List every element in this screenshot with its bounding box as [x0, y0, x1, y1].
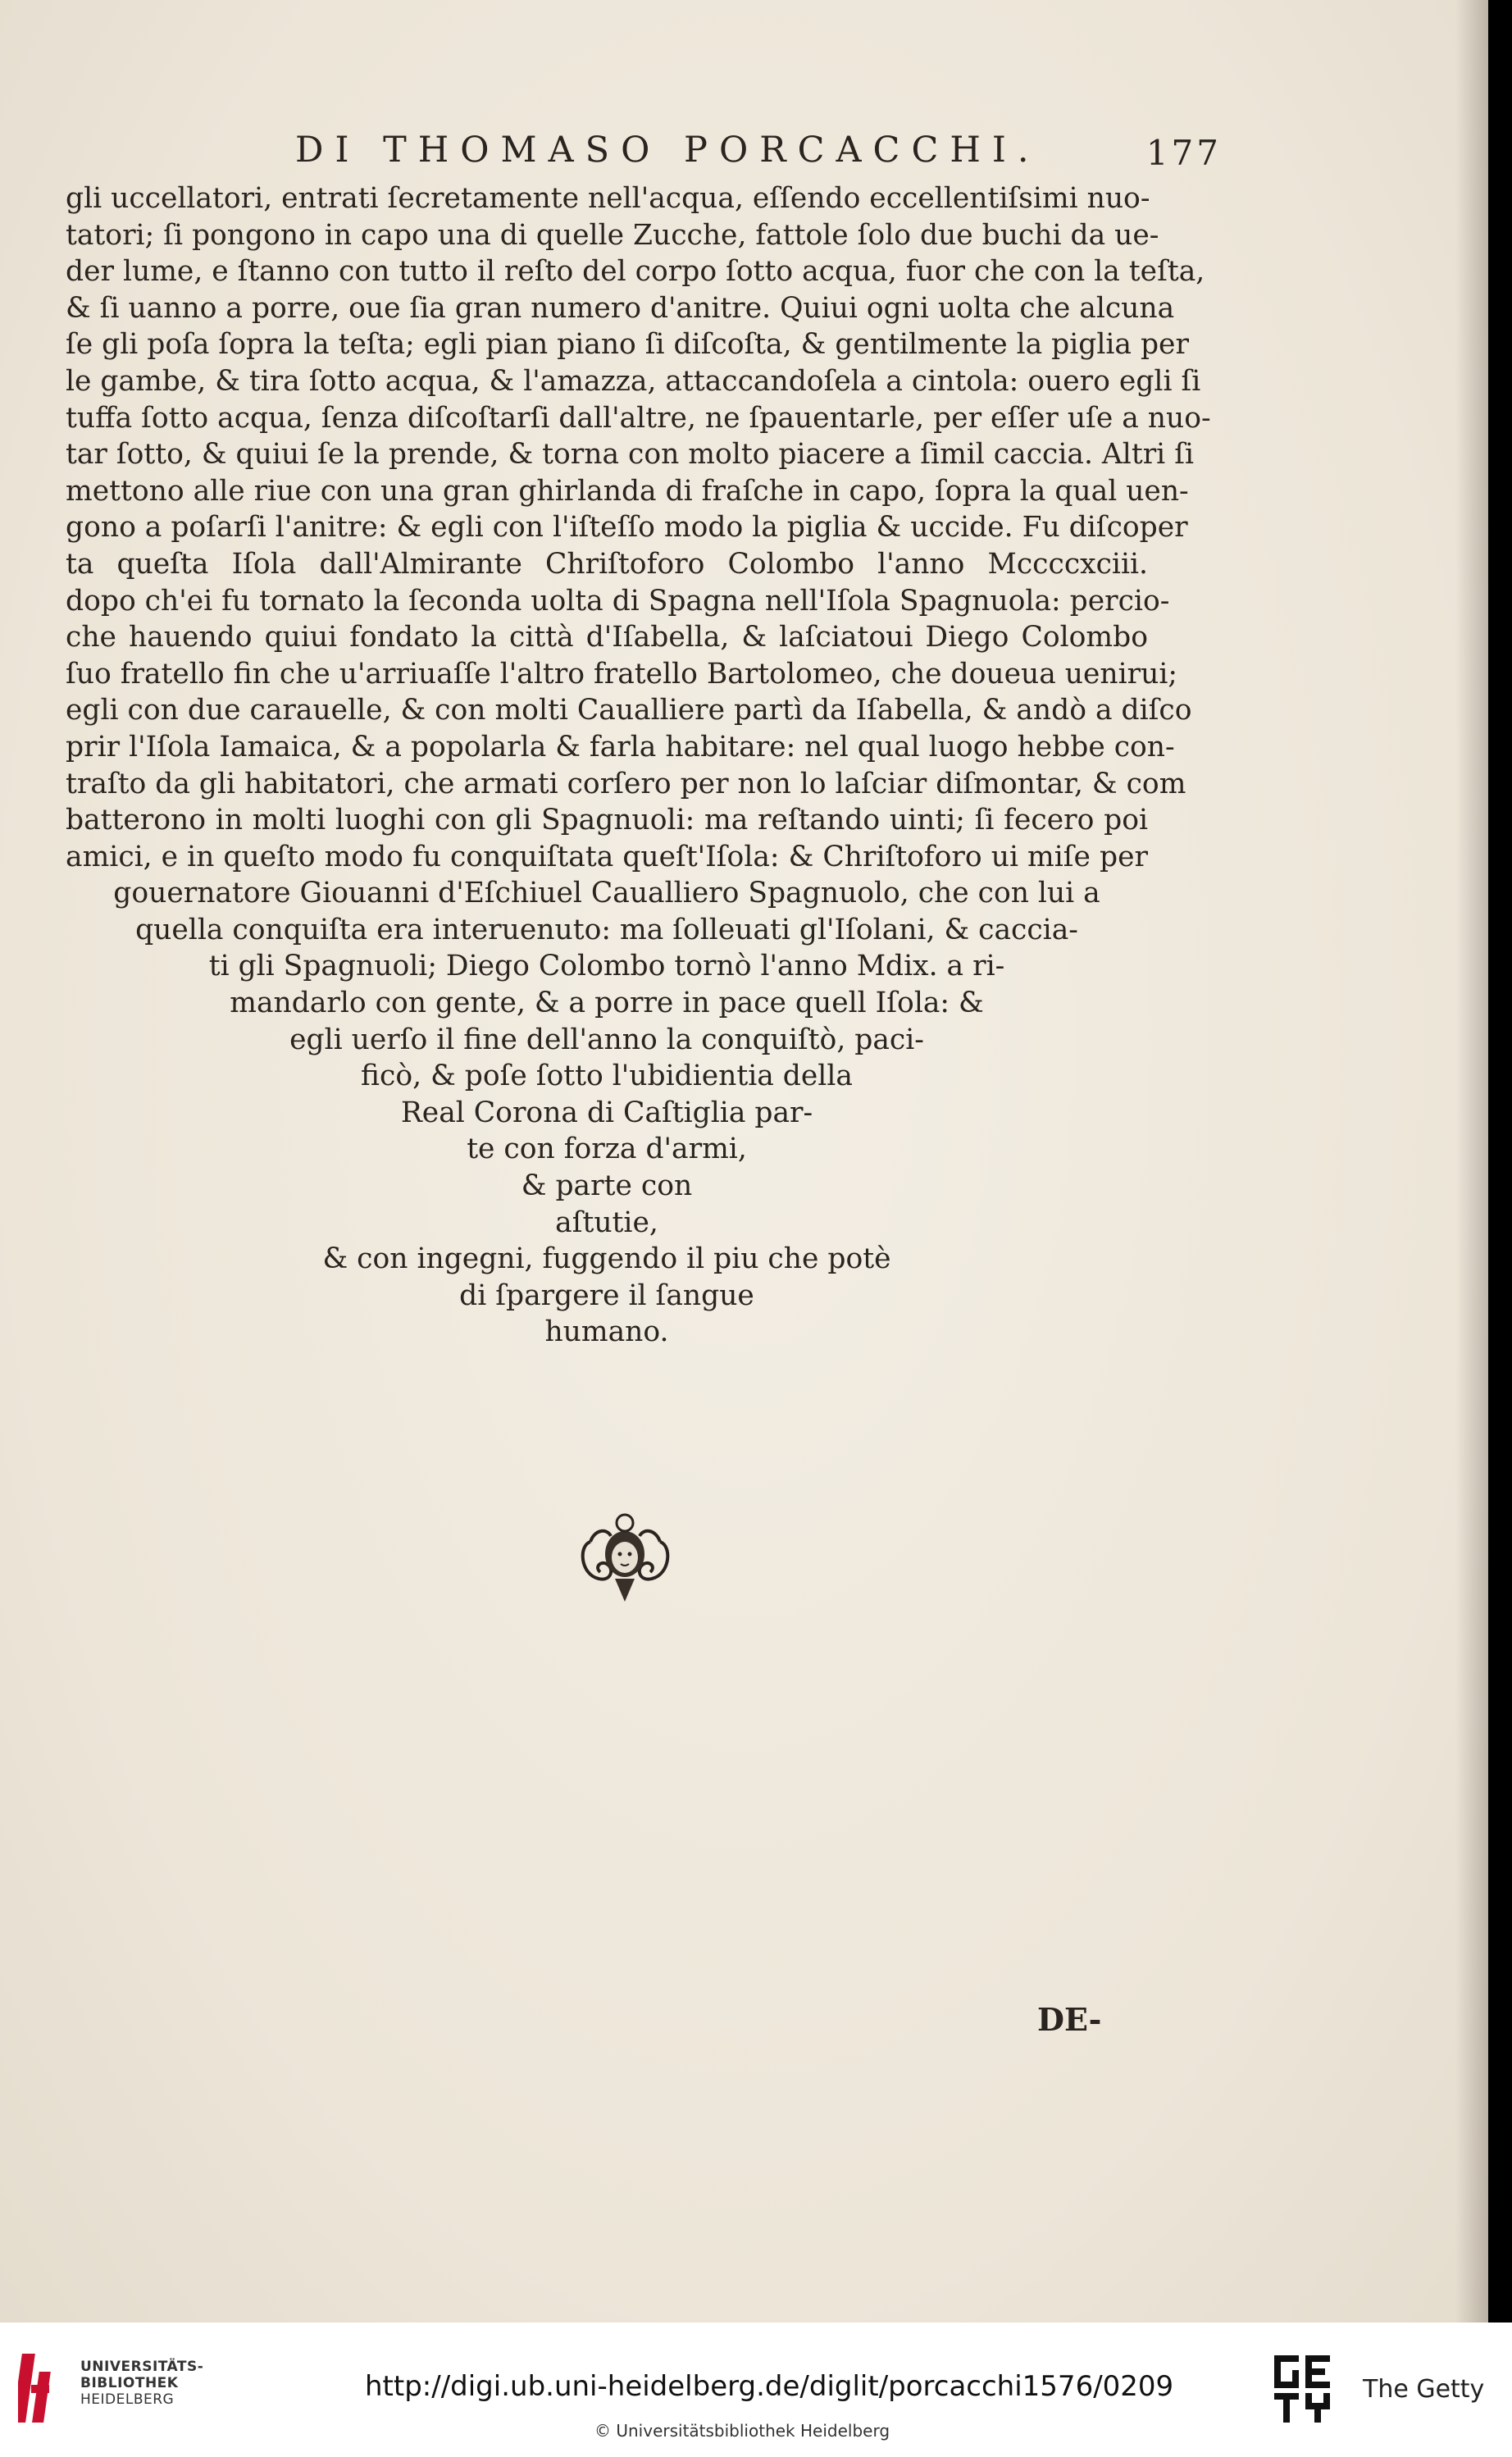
text-line: gouernatore Giouanni d'Eſchiuel Caualliero Spagnuolo, che con lui a — [113, 877, 1100, 910]
text-line: batterono in molti luoghi con gli Spagnuoli: ma reſtando uinti; ſi fecero poi — [66, 804, 1148, 837]
text-line: mandarlo con gente, & a porre in pace quell Iſola: & — [230, 987, 984, 1020]
running-header — [295, 130, 1222, 176]
text-line: le gambe, & tira ſotto acqua, & l'amazza, attaccandoſela a cintola: ouero egli ſi — [66, 364, 1201, 398]
text-line: ſuo fratello fin che u'arriuaſſe l'altro fratello Bartolomeo, che doueua uenirui; — [66, 657, 1178, 691]
cherub-head-ornament — [574, 1505, 676, 1607]
text-line: aſtutie, — [555, 1206, 658, 1239]
text-line: & con ingegni, fuggendo il piu che potè — [322, 1242, 891, 1276]
page-number: 177 — [1145, 133, 1222, 173]
text-line: amici, e in queſto modo fu conquiſtata queſt'Iſola: & Chriſtoforo ui miſe per — [66, 840, 1148, 873]
text-line: mettono alle riue con una gran ghirlanda di fraſche in capo, ſopra la qual uen- — [66, 474, 1189, 508]
running-title: DI THOMASO PORCACCHI. — [295, 130, 1041, 171]
text-line: tuffa ſotto acqua, ſenza diſcoſtarſi dall'altre, ne ſpauentarle, per eſſer uſe a nuo- — [66, 401, 1211, 435]
text-line: & parte con — [521, 1169, 693, 1203]
permalink-url[interactable]: http://digi.ub.uni-heidelberg.de/diglit/porcacchi1576/0209 — [365, 2370, 1174, 2403]
text-line: di ſpargere il ſangue — [459, 1279, 754, 1312]
body-text — [66, 180, 1211, 1351]
getty-logo-icon — [1271, 2352, 1337, 2426]
text-line: Real Corona di Caſtiglia par- — [400, 1096, 813, 1129]
text-line: ſe gli poſa ſopra la teſta; egli pian piano ſi diſcoſta, & gentilmente la piglia per — [66, 328, 1189, 362]
copyright-notice: © Universitätsbibliothek Heidelberg — [594, 2421, 890, 2441]
partner-name: The Getty — [1363, 2375, 1485, 2404]
text-line: & ſi uanno a porre, oue ſia gran numero d'anitre. Quiui ogni uolta che alcuna — [66, 291, 1175, 325]
text-line: te con forza d'armi, — [467, 1133, 747, 1166]
text-line: gli uccellatori, entrati ſecretamente nell'acqua, eſſendo eccellentiſsimi nuo- — [66, 182, 1150, 215]
text-line: ficò, & poſe ſotto l'ubidientia della — [361, 1060, 853, 1093]
text-line: ta queſta Iſola dall'Almirante Chriſtoforo Colombo l'anno Mccccxciii. — [66, 547, 1148, 581]
catchword: DE- — [1037, 2001, 1102, 2038]
institution-name: UNIVERSITÄTS- BIBLIOTHEK HEIDELBERG — [80, 2359, 204, 2408]
text-line: che hauendo quiui fondato la città d'Iſabella, & laſciatoui Diego Colombo — [66, 621, 1148, 654]
text-line: traſto da gli habitatori, che armati corſero per non lo laſciar diſmontar, & com — [66, 767, 1186, 800]
text-line: quella conquiſta era interuenuto: ma ſolleuati gl'Iſolani, & caccia- — [135, 913, 1078, 946]
text-line: ti gli Spagnuoli; Diego Colombo tornò l'anno Mdix. a ri- — [208, 950, 1005, 983]
text-line: prir l'Iſola Iamaica, & a popolarla & farla habitare: nel qual luogo hebbe con- — [66, 730, 1175, 764]
text-line: egli con due carauelle, & con molti Caualliere partì da Iſabella, & andò a diſco — [66, 694, 1192, 727]
text-line: dopo ch'ei fu tornato la ſeconda uolta di Spagna nell'Iſola Spagnuola: percio- — [66, 584, 1170, 618]
university-library-logo-icon — [18, 2347, 62, 2429]
text-line: gono a poſarſi l'anitre: & egli con l'iſteſſo modo la piglia & uccide. Fu diſcoper — [66, 511, 1188, 545]
text-line: tatori; ſi pongono in capo una di quelle Zucche, fattole ſolo due buchi da ue- — [66, 218, 1159, 252]
text-line: tar ſotto, & quiui ſe la prende, & torna con molto piacere a ſimil caccia. Altri ſi — [66, 438, 1194, 472]
text-line: egli uerſo il fine dell'anno la conquiſtò, paci- — [289, 1023, 924, 1056]
text-line: der lume, e ſtanno con tutto il reſto del corpo ſotto acqua, fuor che con la teſta, — [66, 255, 1205, 289]
text-line: humano. — [544, 1315, 669, 1349]
